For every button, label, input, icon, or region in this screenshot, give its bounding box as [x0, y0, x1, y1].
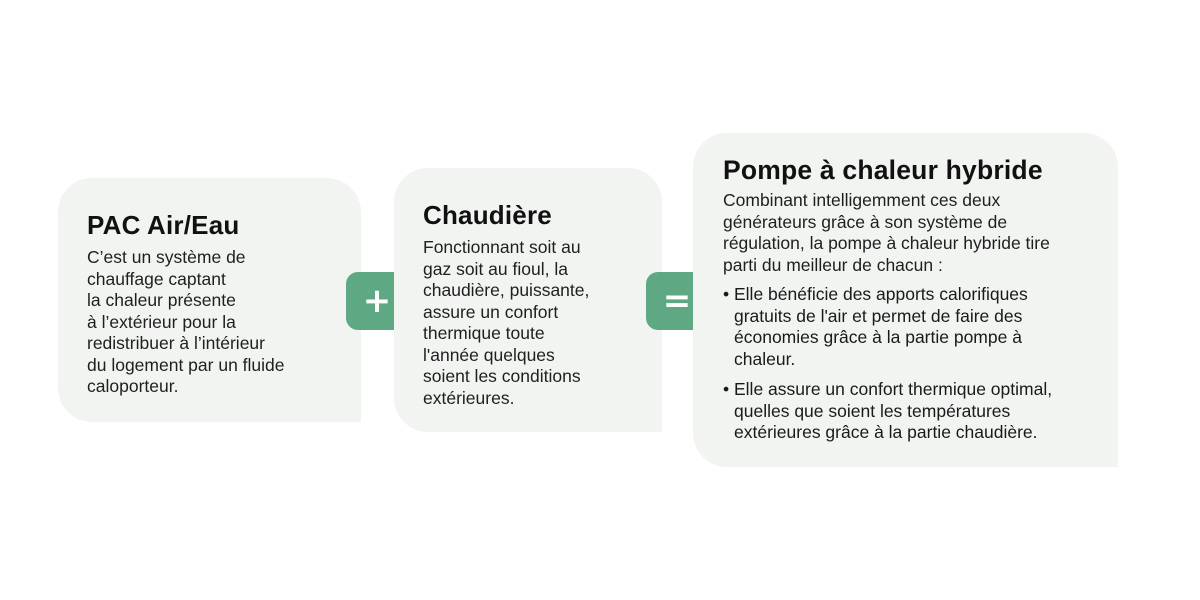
chaudiere-line: l'année quelques: [423, 344, 555, 365]
bullet-line: gratuits de l'air et permet de faire des: [734, 305, 1023, 326]
bullet-line: extérieures grâce à la partie chaudière.: [734, 422, 1038, 442]
chaudiere-line: Fonctionnant soit au: [423, 237, 581, 257]
hybride-bullet-item: [723, 379, 1100, 444]
pac-line: C’est un système de: [87, 247, 246, 267]
hybride-intro: [723, 190, 1100, 276]
bullet-line: Elle assure un confort thermique optimal,: [734, 379, 1053, 399]
pac-line: à l’extérieur pour la: [87, 311, 236, 332]
hybride-title: Pompe à chaleur hybride: [723, 155, 1043, 185]
pompe-a-chaleur-hybride-card: [693, 133, 1118, 467]
bullet-line: Elle bénéficie des apports calorifiques: [734, 284, 1028, 304]
equals-icon: =: [646, 272, 708, 330]
pac-air-eau-description: [87, 247, 341, 398]
bullet-line: chaleur.: [734, 348, 796, 369]
chaudiere-line: extérieures.: [423, 387, 515, 408]
pac-line: du logement par un fluide: [87, 354, 285, 375]
bullet-line: quelles que soient les températures: [734, 400, 1011, 421]
chaudiere-line: soient les conditions: [423, 366, 581, 386]
chaudiere-line: gaz soit au fioul, la: [423, 258, 568, 279]
chaudiere-card: [394, 168, 662, 432]
chaudiere-line: thermique toute: [423, 323, 545, 343]
hybride-intro-line: régulation, la pompe à chaleur hybride tire: [723, 233, 1050, 253]
pac-air-eau-title: PAC Air/Eau: [87, 210, 240, 240]
pac-line: chauffage captant: [87, 268, 226, 289]
pac-air-eau-card: [58, 178, 361, 422]
chaudiere-title: Chaudière: [423, 200, 552, 230]
chaudiere-line: chaudière, puissante,: [423, 280, 590, 300]
pac-line: caloporteur.: [87, 376, 179, 396]
chaudiere-line: assure un confort: [423, 301, 559, 322]
pac-line: redistribuer à l’intérieur: [87, 333, 265, 353]
hybride-intro-line: Combinant intelligemment ces deux: [723, 190, 1001, 210]
hybride-bullet-item: [723, 284, 1100, 370]
pac-line: la chaleur présente: [87, 290, 236, 310]
chaudiere-description: [423, 237, 648, 409]
hybride-intro-line: générateurs grâce à son système de: [723, 211, 1008, 232]
plus-icon: +: [346, 272, 408, 330]
hybride-intro-line: parti du meilleur de chacun :: [723, 254, 943, 275]
hybride-bullet-list: [723, 284, 1100, 444]
bullet-line: économies grâce à la partie pompe à: [734, 327, 1022, 347]
